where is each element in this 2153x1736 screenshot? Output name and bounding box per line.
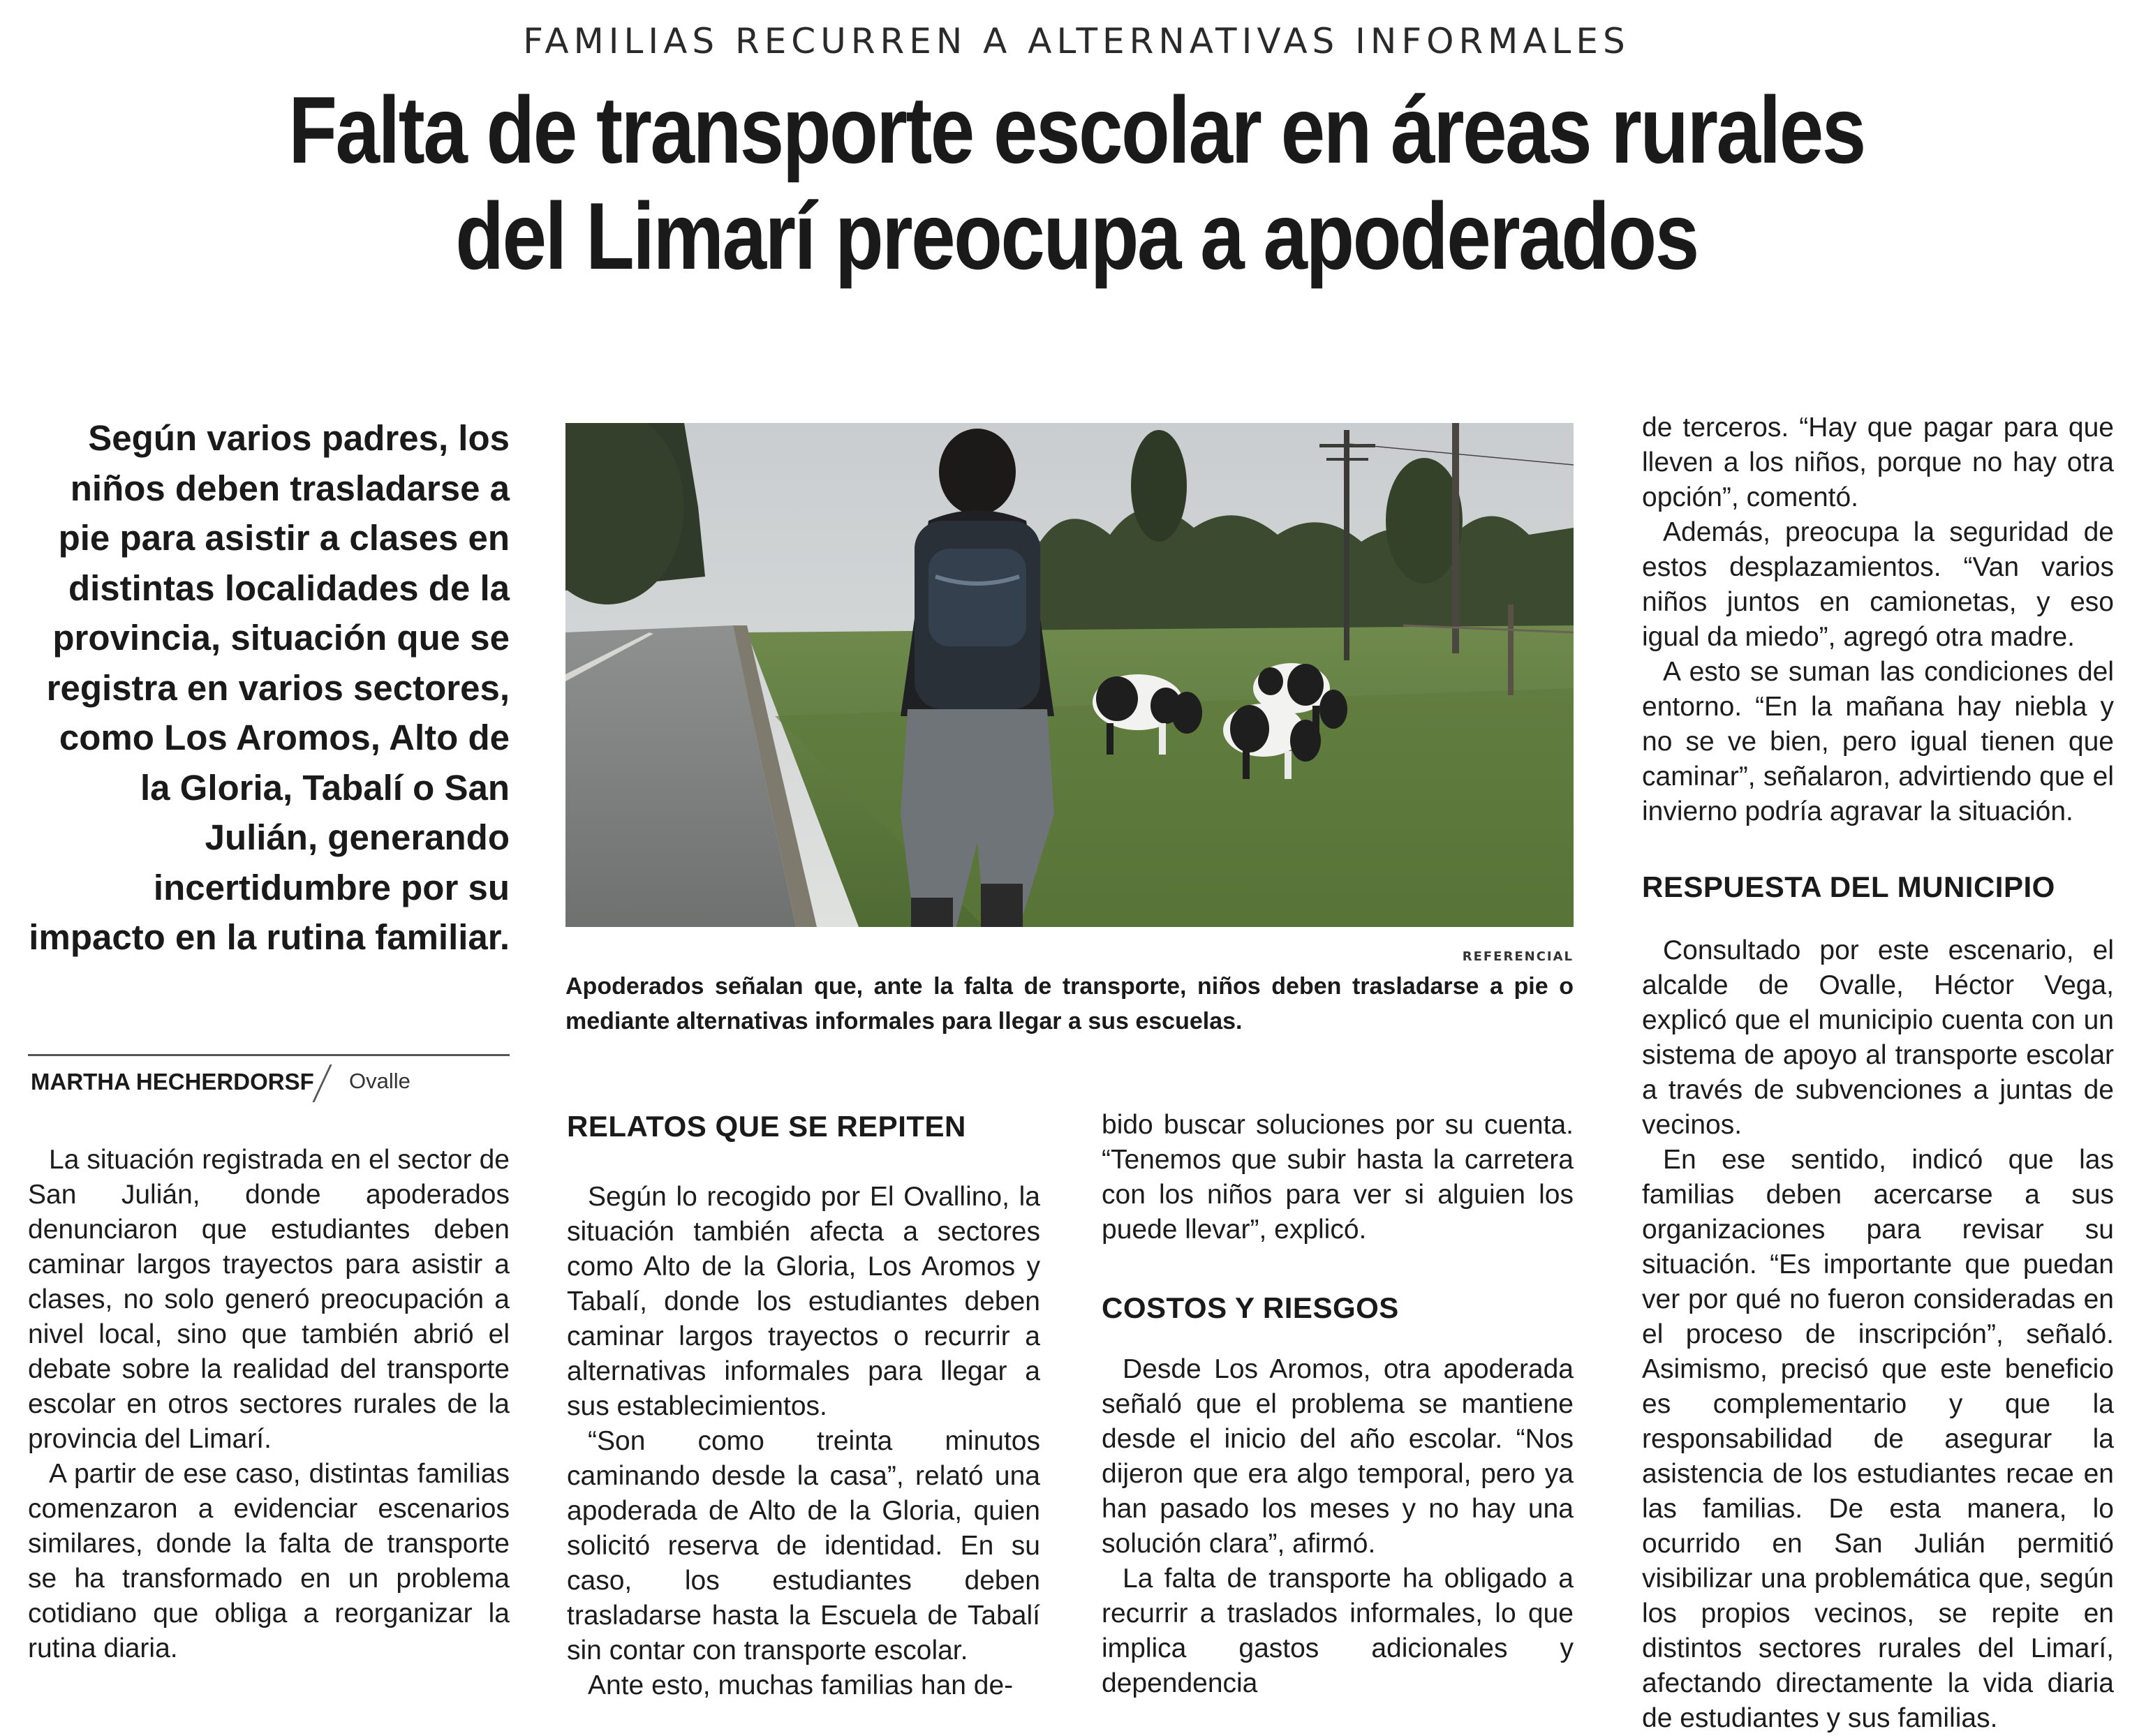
- article-photo: [565, 423, 1574, 927]
- column-3-top: [1102, 1108, 1574, 1247]
- body-paragraph: La situación registrada en el sector de San Julián, donde apoderados denunciaron que estudiantes deben caminar largos trayectos para asistir a clases, no solo generó preocupación a nivel local, sino que también abrió el debate sobre la realidad del transporte escolar en otros sectores rurales de la provincia del Limarí.: [28, 1145, 510, 1454]
- kicker: FAMILIAS RECURREN A ALTERNATIVAS INFORMALES: [523, 21, 1630, 61]
- subhead-costos: COSTOS Y RIESGOS: [1102, 1291, 1399, 1324]
- body-paragraph: Según lo recogido por El Ovallino, la situación también afecta a sectores como Alto de la Gloria, Los Aromos y Tabalí, donde los estudiantes deben caminar largos trayectos o recurrir a alternativas informales para llegar a sus establecimientos.: [567, 1182, 1040, 1421]
- body-paragraph: A partir de ese caso, distintas familias comenzaron a evidenciar escenarios similares, donde la falta de transporte se ha transformado en un problema cotidiano que obliga a reorganizar la rutina diaria.: [28, 1459, 510, 1663]
- body-paragraph: bido buscar soluciones por su cuenta. “Tenemos que subir hasta la carretera con los niños para ver si alguien los puede llevar”, explicó.: [1102, 1110, 1574, 1245]
- body-paragraph: La falta de transporte ha obligado a recurrir a traslados informales, lo que implica gastos adicionales y dependencia: [1102, 1564, 1574, 1698]
- subhead-respuesta: RESPUESTA DEL MUNICIPIO: [1642, 870, 2055, 903]
- byline: [28, 1054, 510, 1101]
- body-paragraph: “Son como treinta minutos caminando desde la casa”, relató una apoderada de Alto de la Gloria, quien solicitó reserva de identidad. En su caso, los estudiantes deben trasladarse hasta la Escuela de Tabalí sin contar con transporte escolar.: [567, 1426, 1040, 1665]
- author-name: MARTHA HECHERDORSF: [31, 1069, 314, 1095]
- photo-illustration: [565, 423, 1574, 927]
- body-paragraph: Además, preocupa la seguridad de estos desplazamientos. “Van varios niños juntos en camionetas, y eso igual da miedo”, agregó otra madre.: [1642, 517, 2114, 652]
- column-4-bottom: [1642, 933, 2114, 1736]
- headline-line-2: del Limarí preocupa a apoderados: [455, 183, 1698, 289]
- photo-credit: REFERENCIAL: [1462, 949, 1574, 964]
- body-paragraph: A esto se suman las condiciones del entorno. “En la mañana hay niebla y no se ve bien, pero igual tienen que caminar”, señalaron, advirtiendo que el invierno podría agravar la situación.: [1642, 657, 2114, 826]
- body-paragraph: de terceros. “Hay que pagar para que lleven a los niños, porque no hay otra opción”, comentó.: [1642, 413, 2114, 512]
- body-paragraph: Ante esto, muchas familias han de-: [588, 1670, 1014, 1700]
- headline: [184, 77, 1969, 289]
- body-paragraph: En ese sentido, indicó que las familias deben acercarse a sus organizaciones para revisar su situación. “Es importante que puedan ver por qué no fueron consideradas en el proceso de inscripción”, señaló. Asimismo, precisó que este beneficio es complementario y que la responsabilidad de asegurar la asistencia de los estudiantes recae en las familias. De esta manera, lo ocurrido en San Julián permitió visibilizar una problemática que, según los propios vecinos, se repite en distintos sectores rurales del Limarí, afectando directamente la vida diaria de estudiantes y sus familias.: [1642, 1145, 2114, 1733]
- column-1: [28, 1143, 510, 1666]
- column-3-bottom: [1102, 1352, 1574, 1701]
- headline-line-1: Falta de transporte escolar en áreas rurales: [288, 77, 1865, 183]
- body-paragraph: Desde Los Aromos, otra apoderada señaló que el problema se mantiene desde el inicio del año escolar. “Nos dijeron que era algo temporal, pero ya han pasado los meses y no hay una solución clara”, afirmó.: [1102, 1354, 1574, 1559]
- body-paragraph: Consultado por este escenario, el alcalde de Ovalle, Héctor Vega, explicó que el municipio cuenta con un sistema de apoyo al transporte escolar a través de subvenciones a juntas de vecinos.: [1642, 935, 2114, 1140]
- column-2: [567, 1180, 1040, 1703]
- dateline-location: Ovalle: [349, 1069, 410, 1093]
- subhead-relatos: RELATOS QUE SE REPITEN: [567, 1110, 966, 1143]
- lead-paragraph: Según varios padres, los niños deben trasladarse a pie para asistir a clases en distintas localidades de la provincia, situación que se registra en varios sectores, como Los Aromos, Alto de la Gloria, Tabalí o San Julián, generando incertidumbre por su impacto en la rutina familiar.: [29, 418, 510, 957]
- photo-caption: Apoderados señalan que, ante la falta de transporte, niños deben trasladarse a pie o mediante alternativas informales para llegar a sus escuelas.: [565, 973, 1574, 1034]
- byline-divider: [312, 1064, 332, 1102]
- column-4-top: [1642, 410, 2114, 829]
